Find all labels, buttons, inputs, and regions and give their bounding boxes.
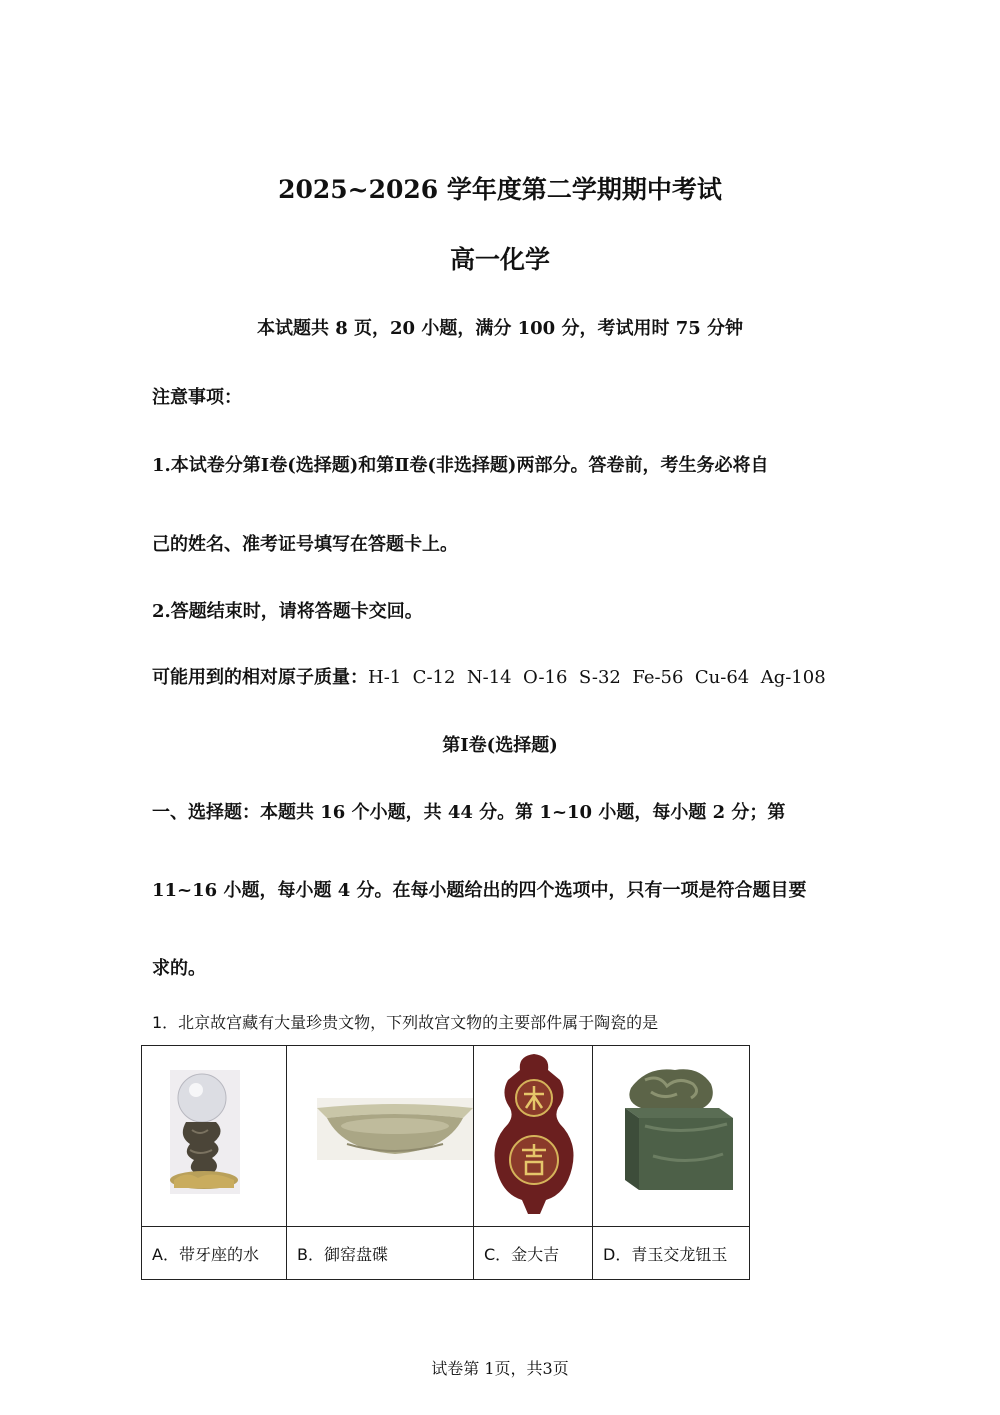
option-c-label: C．金大吉 xyxy=(474,1227,593,1280)
note-item-1-line-2: 己的姓名、准考证号填写在答题卡上。 xyxy=(152,534,458,555)
option-b-image-cell xyxy=(287,1046,474,1227)
note-item-2: 2.答题结束时，请将答题卡交回。 xyxy=(152,601,423,622)
section-instructions-line-2: 11~16 小题，每小题 4 分。在每小题给出的四个选项中，只有一项是符合题目要 xyxy=(152,880,807,901)
crystal-ball-on-stand-image xyxy=(142,1046,286,1222)
option-b-label: B．御窑盘碟 xyxy=(287,1227,474,1280)
option-a-label: A．带牙座的水 xyxy=(142,1227,287,1280)
section-title: 第Ⅰ卷(选择题) xyxy=(442,735,558,756)
option-c-image-cell xyxy=(474,1046,593,1227)
subject-title: 高一化学 xyxy=(449,245,550,274)
option-d-label: D．青玉交龙钮玉 xyxy=(593,1227,750,1280)
notes-heading: 注意事项： xyxy=(152,387,242,408)
atomic-mass-values: H-1 C-12 N-14 O-16 S-32 Fe-56 Cu-64 Ag-108 xyxy=(368,667,826,688)
exam-title: 2025~2026 学年度第二学期期中考试 xyxy=(278,175,722,204)
atomic-mass-label: 可能用到的相对原子质量： xyxy=(152,667,368,688)
exam-info: 本试题共 8 页，20 小题，满分 100 分，考试用时 75 分钟 xyxy=(256,318,744,339)
option-a-image-cell xyxy=(142,1046,287,1227)
section-instructions-line-1: 一、选择题：本题共 16 个小题，共 44 分。第 1~10 小题，每小题 2 分；第 xyxy=(152,802,786,823)
question-1-stem: 1．北京故宫藏有大量珍贵文物，下列故宫文物的主要部件属于陶瓷的是 xyxy=(152,1013,659,1032)
jade-dragon-seal-image xyxy=(593,1046,749,1222)
question-1-options-table xyxy=(141,1045,750,1280)
note-item-1-line-1: 1.本试卷分第Ⅰ卷(选择题)和第Ⅱ卷(非选择题)两部分。答卷前，考生务必将自 xyxy=(152,455,769,476)
atomic-mass-line xyxy=(152,663,826,689)
gourd-plaque-image xyxy=(474,1046,592,1222)
section-instructions-line-3: 求的。 xyxy=(152,958,206,979)
celadon-dish-image xyxy=(287,1046,473,1222)
page-footer: 试卷第 1页，共3页 xyxy=(431,1359,569,1378)
option-d-image-cell xyxy=(593,1046,750,1227)
